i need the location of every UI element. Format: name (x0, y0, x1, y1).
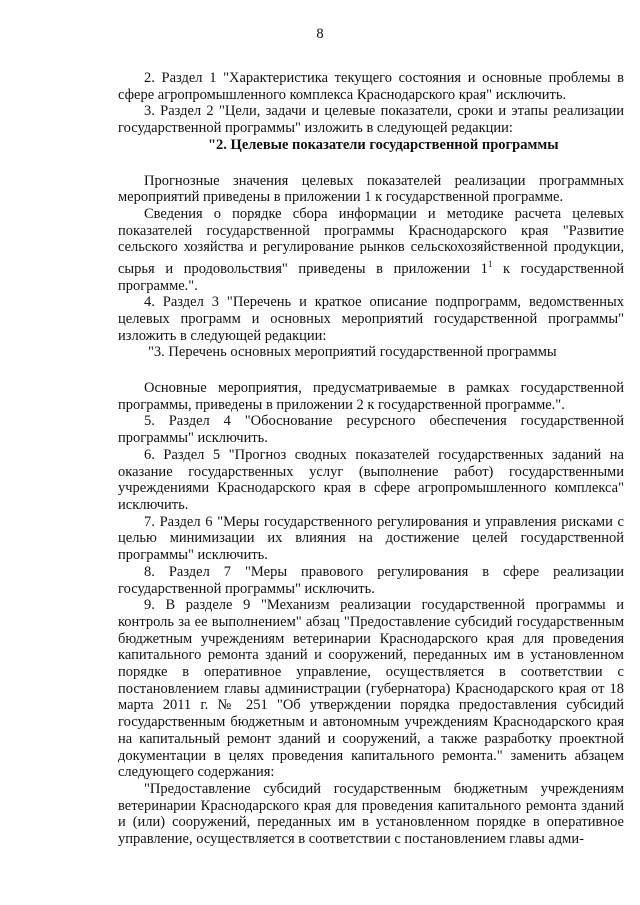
page-number: 8 (316, 26, 324, 42)
methodology-text: Сведения о порядке сбора информации и методике расчета целевых показателей государственной программы Краснодарского края "Развитие сельского хозяйства и регулирование рынков сельскохозяйственной продукции, сырья и продовольствия" приведены в приложении 1 (118, 205, 624, 277)
spacer (118, 154, 624, 173)
paragraph-item-4: 4. Раздел 3 "Перечень и краткое описание подпрограмм, ведомственных целевых программ и основных мероприятий государственной программы" изложить в следующей редакции: (118, 294, 624, 344)
paragraph-item-8: 8. Раздел 7 "Меры правового регулирования в сфере реализации государственной программы" исключить. (118, 563, 624, 597)
appendix-superscript: 1 (487, 259, 493, 270)
paragraph-item-5: 5. Раздел 4 "Обоснование ресурсного обеспечения государственной программы" исключить. (118, 413, 624, 447)
document-body (118, 70, 624, 848)
section-heading-activities: "3. Перечень основных мероприятий государственной программы (148, 344, 557, 361)
paragraph-methodology (118, 206, 624, 294)
section-heading-targets: "2. Целевые показатели государственной программы (208, 136, 559, 153)
paragraph-item-2: 2. Раздел 1 "Характеристика текущего состояния и основные проблемы в сфере агропромышленного комплекса Краснодарского края" исключить. (118, 70, 624, 103)
spacer (118, 361, 624, 380)
paragraph-item-6: 6. Раздел 5 "Прогноз сводных показателей государственных заданий на оказание государственных услуг (выполнение работ) государственными учреждениями Краснодарского края в сфере агропромышленного комплекса" исключить. (118, 446, 624, 513)
paragraph-item-9: 9. В разделе 9 "Механизм реализации государственной программы и контроль за ее выполнением" абзац "Предоставление субсидий государственным бюджетным учреждениям ветеринарии Краснодарского края для проведения капитального ремонта зданий и сооружений, переданных им в установленном порядке в оперативное управление, осуществляется в соответствии с постановлением главы администрации (губернатора) Краснодарского края от 18 марта 2011 г. № 251 "Об утверждении порядка предоставления субсидий государственным бюджетным и автономным учреждениям Краснодарского края на капитальный ремонт зданий и сооружений, а также разработку проектной документации в целях проведения капитального ремонта." заменить абзацем следующего содержания: (118, 597, 624, 781)
paragraph-item-7: 7. Раздел 6 "Меры государственного регулирования и управления рисками с целью минимизации их влияния на достижение целей государственной программы" исключить. (118, 513, 624, 564)
paragraph-main-activities: Основные мероприятия, предусматриваемые в рамках государственной программы, приведены в приложении 2 к государственной программе.". (118, 380, 624, 413)
methodology-text-end: к государственной программе.". (118, 260, 625, 294)
paragraph-item-3: 3. Раздел 2 "Цели, задачи и целевые показатели, сроки и этапы реализации государственной программы" изложить в следующей редакции: (118, 103, 624, 137)
paragraph-forecast-values: Прогнозные значения целевых показателей реализации программных мероприятий приведены в приложении 1 к государственной программе. (118, 172, 624, 206)
paragraph-new-text: "Предоставление субсидий государственным бюджетным учреждениям ветеринарии Краснодарского края для проведения капитального ремонта зданий и (или) сооружений, переданных им в установленном порядке в оперативное управление, осуществляется в соответствии с постановлением главы адми- (118, 780, 624, 848)
